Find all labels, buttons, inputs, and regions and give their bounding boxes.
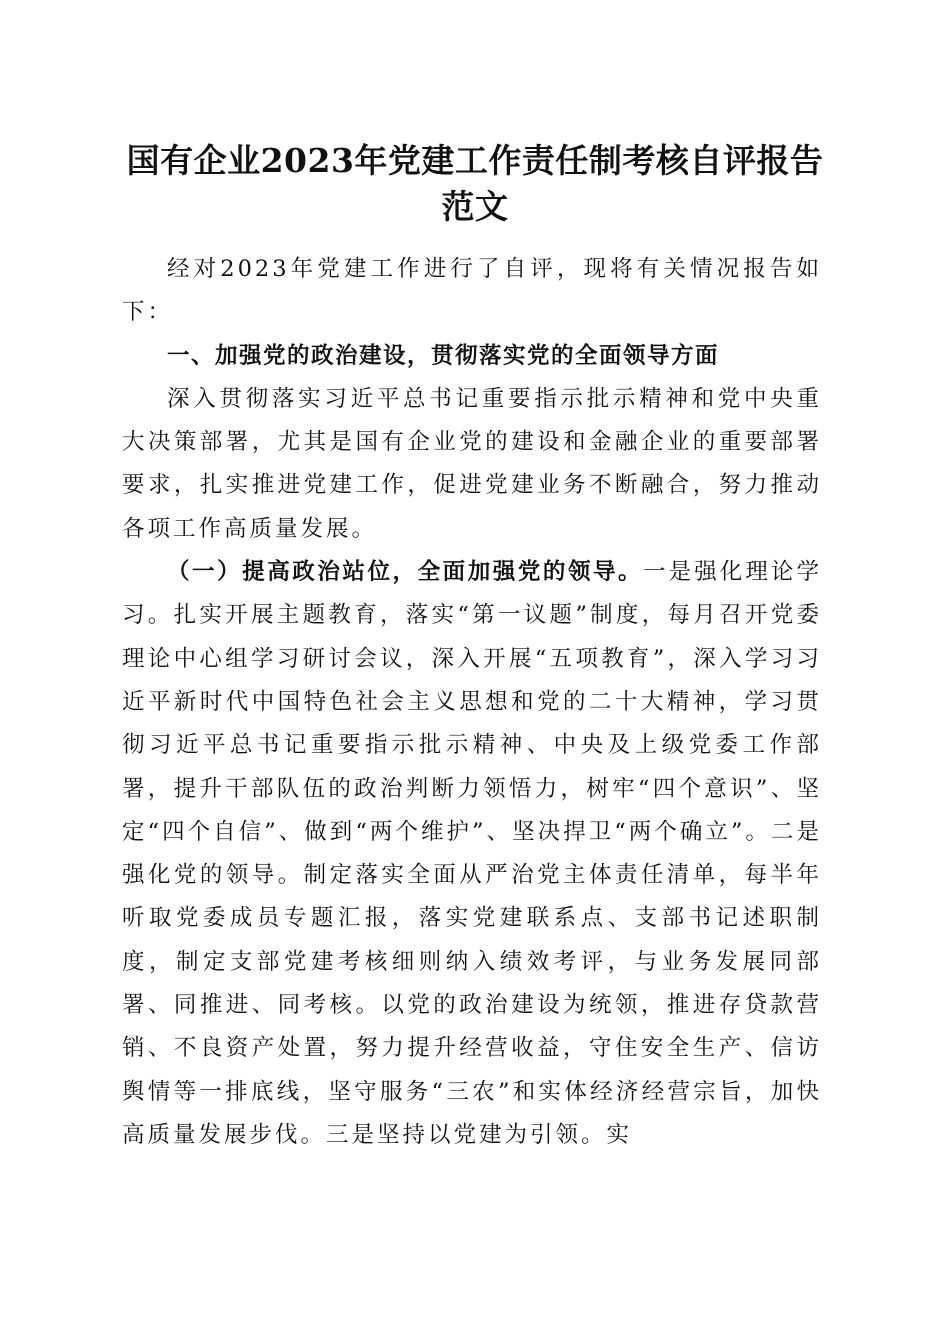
item-text: 一是强化理论学习。扎实开展主题教育，落实“第一议题”制度，每月召开党委理论中心组学习研讨会议，深入开展“五项教育”，深入学习习近平新时代中国特色社会主义思想和党的二十大精神，学习贯彻习近平总书记重要指示批示精神、中央及上级党委工作部署，提升干部队伍的政治判断力领悟力，树牢“四个意识”、坚定“四个自信”、做到“两个维护”、坚决捍卫“两个确立”。二是强化党的领导。制定落实全面从严治党主体责任清单，每半年听取党委成员专题汇报，落实党建联系点、支部书记述职制度，制定支部党建考核细则纳入绩效考评，与业务发展同部署、同推进、同考核。以党的政治建设为统领，推进存贷款营销、不良资产处置，努力提升经营收益，守住安全生产、信访舆情等一排底线，坚守服务“三农”和实体经济经营宗旨，加快高质量发展步伐。三是坚持以党建为引领。实 — [122, 559, 822, 1148]
item-paragraph — [122, 551, 822, 1157]
intro-paragraph: 经对2023年党建工作进行了自评，现将有关情况报告如下： — [122, 256, 822, 326]
section-heading: 一、加强党的政治建设，贯彻落实党的全面领导方面 — [167, 342, 720, 369]
document-body — [122, 248, 822, 1157]
overview-paragraph: 深入贯彻落实习近平总书记重要指示批示精神和党中央重大决策部署，尤其是国有企业党的建设和金融企业的重要部署要求，扎实推进党建工作，促进党建业务不断融合，努力推动各项工作高质量发展。 — [122, 385, 822, 542]
sub-heading: （一）提高政治站位，全面加强党的领导。 — [167, 559, 644, 586]
document-title: 国有企业2023年党建工作责任制考核自评报告范文 — [126, 141, 824, 226]
